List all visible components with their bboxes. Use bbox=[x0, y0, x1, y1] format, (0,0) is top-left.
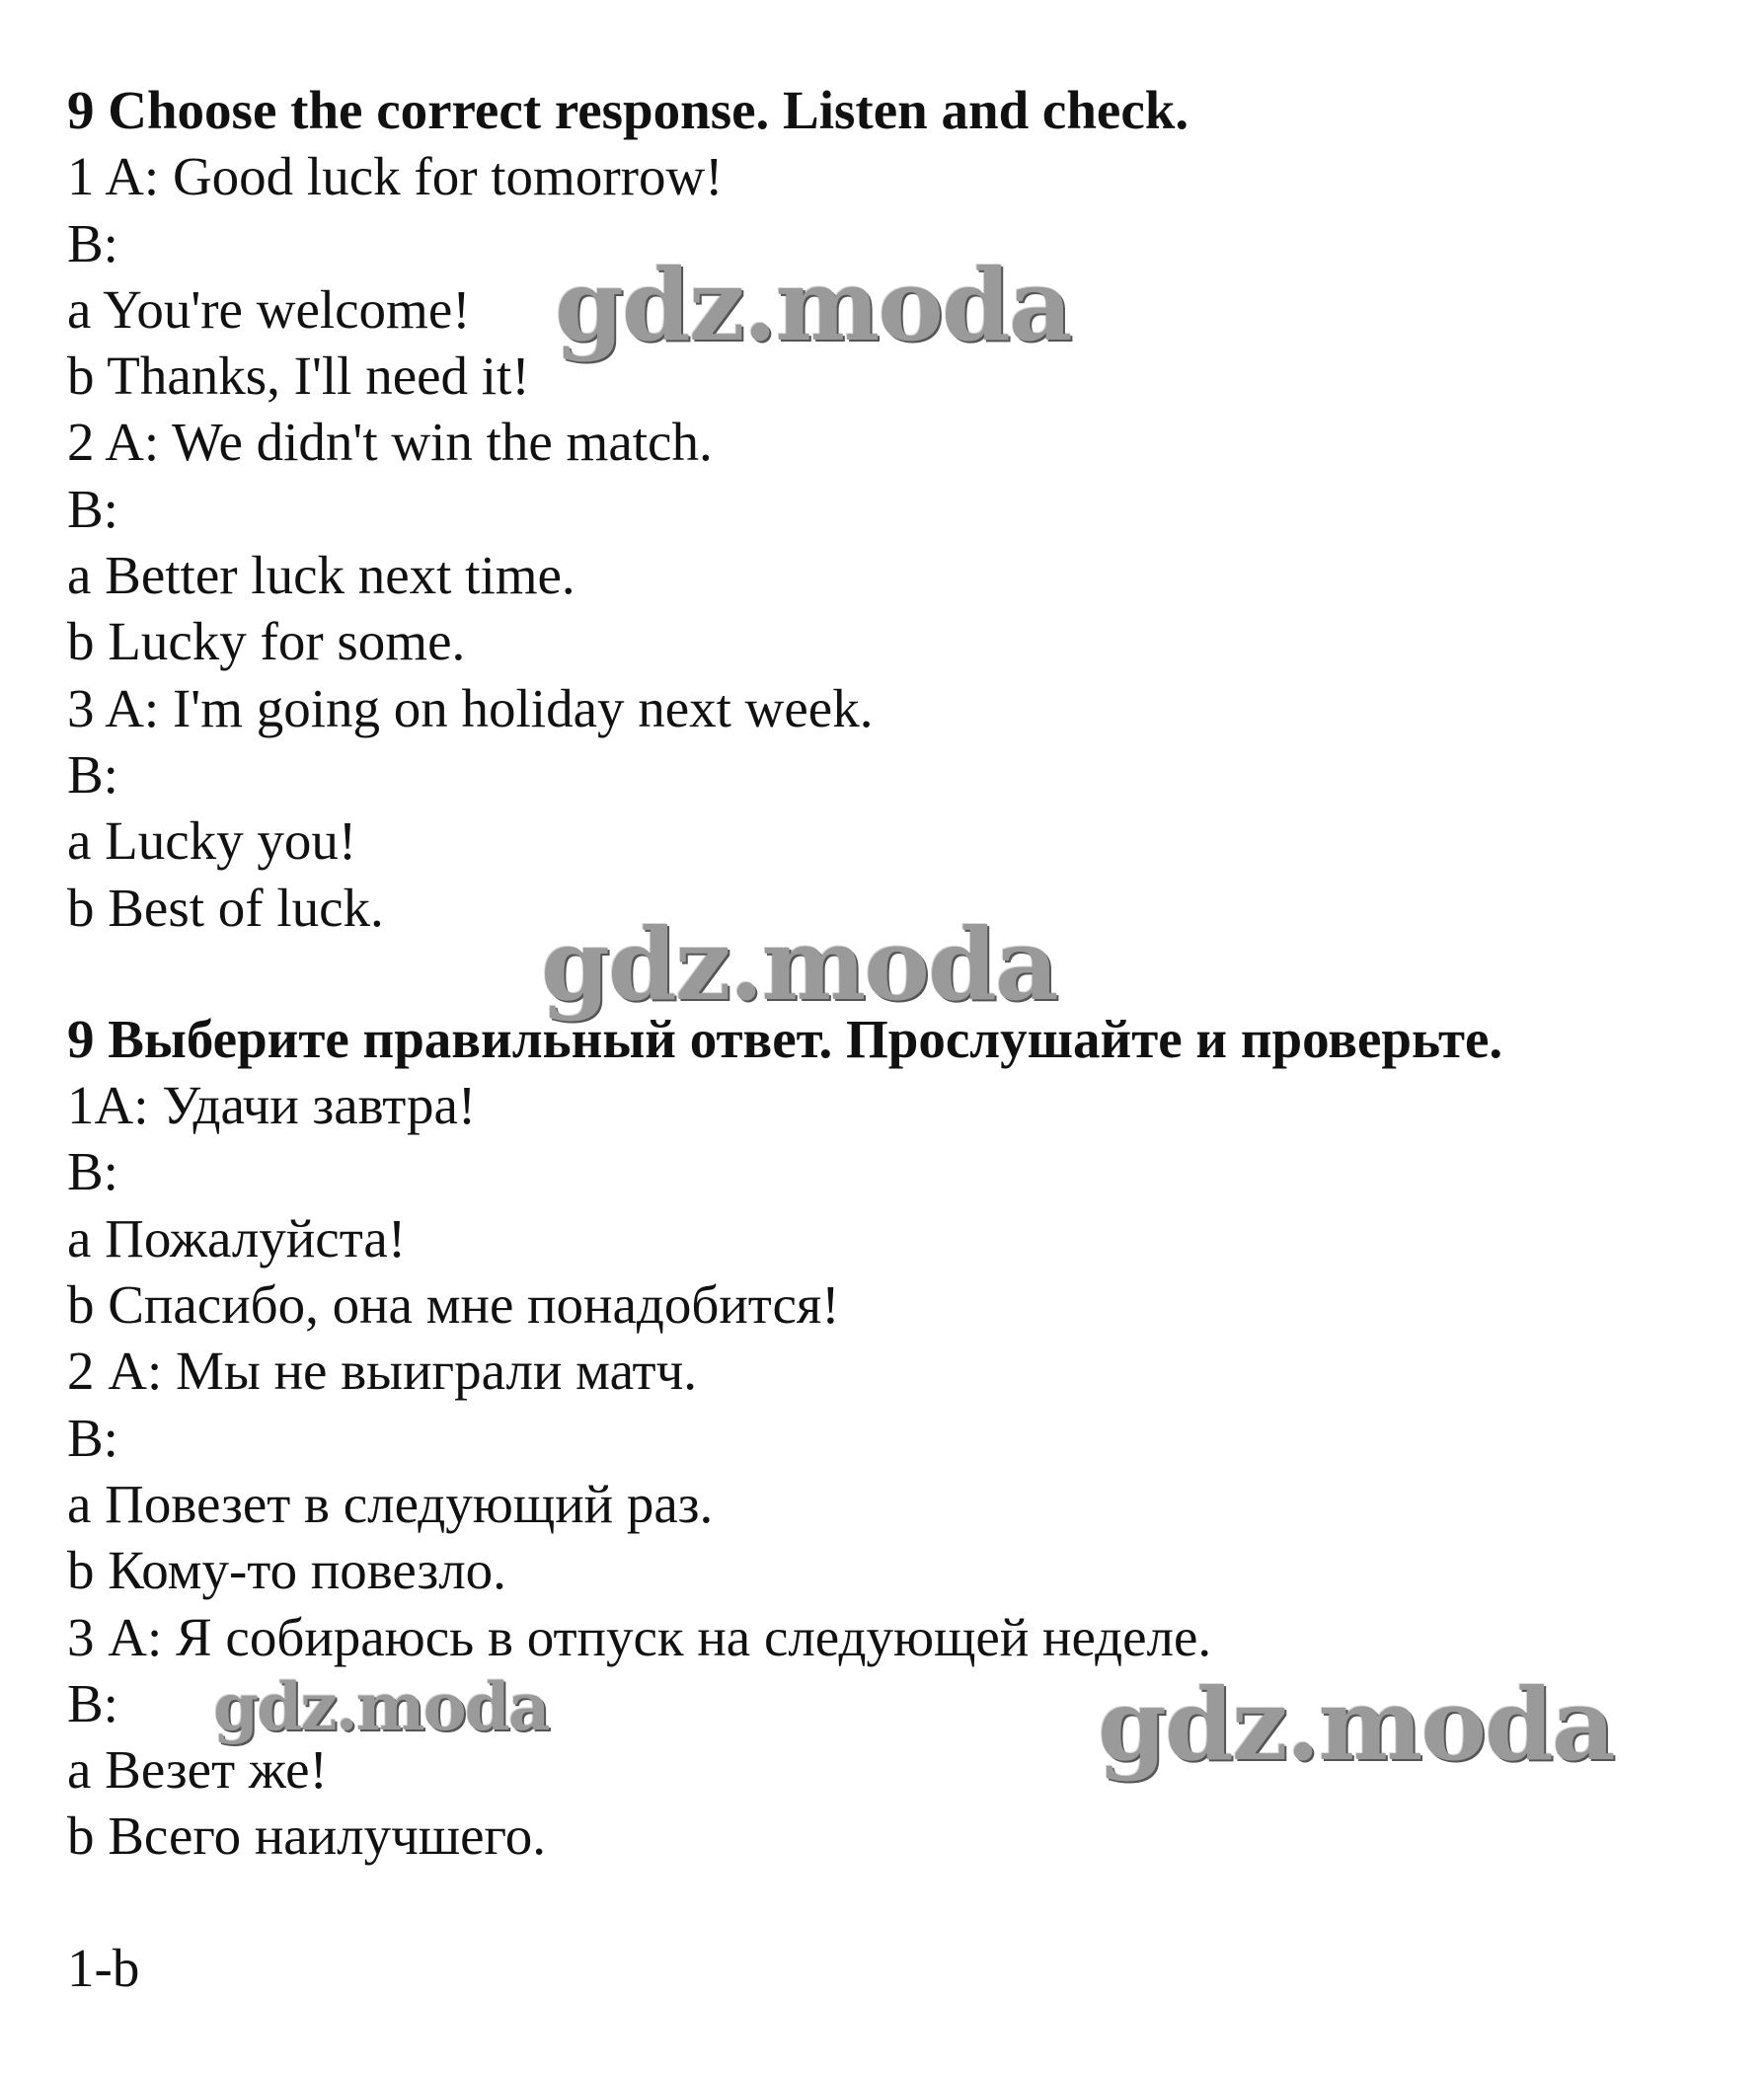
english-q1-option-b: b Thanks, I'll need it! bbox=[67, 346, 530, 407]
english-q3-b: B: bbox=[67, 743, 118, 805]
english-q1-option-a: a You're welcome! bbox=[67, 278, 471, 340]
russian-q3-b: B: bbox=[67, 1672, 118, 1733]
answer-spacer bbox=[67, 1870, 1726, 1935]
russian-heading: 9 Выберите правильный ответ. Прослушайте и проверьте. bbox=[67, 1008, 1503, 1069]
russian-q2-b: B: bbox=[67, 1407, 118, 1468]
russian-q2-a: 2 А: Мы не выиграли матч. bbox=[67, 1341, 698, 1402]
russian-q3-option-b: b Всего наилучшего. bbox=[67, 1805, 546, 1867]
russian-q1-option-b: b Спасибо, она мне понадобится! bbox=[67, 1274, 840, 1336]
english-q3-option-b: b Best of luck. bbox=[67, 877, 384, 938]
watermark-logo: gdz.moda bbox=[213, 1668, 549, 1745]
english-q2-b: B: bbox=[67, 478, 118, 539]
russian-q3-a: 3 А: Я собираюсь в отпуск на следующей неделе. bbox=[67, 1606, 1212, 1667]
russian-q1-option-a: a Пожалуйста! bbox=[67, 1207, 407, 1268]
english-q2-option-b: b Lucky for some. bbox=[67, 611, 466, 672]
watermark-logo: gdz.moda bbox=[1098, 1666, 1614, 1783]
english-q2-option-a: a Better luck next time. bbox=[67, 545, 575, 606]
english-q1-a: 1 A: Good luck for tomorrow! bbox=[67, 146, 724, 207]
watermark-logo: gdz.moda bbox=[541, 906, 1057, 1023]
russian-q2-option-b: b Кому-то повезло. bbox=[67, 1540, 506, 1601]
english-q1-b: B: bbox=[67, 212, 118, 273]
russian-q2-option-a: a Повезет в следующий раз. bbox=[67, 1473, 714, 1534]
watermark-logo: gdz.moda bbox=[555, 247, 1071, 363]
russian-q1-b: B: bbox=[67, 1141, 118, 1202]
english-q2-a: 2 A: We didn't win the match. bbox=[67, 412, 713, 473]
russian-q1-a: 1А: Удачи завтра! bbox=[67, 1075, 477, 1136]
english-q3-a: 3 A: I'm going on holiday next week. bbox=[67, 677, 874, 738]
english-q3-option-a: a Lucky you! bbox=[67, 810, 357, 872]
english-heading: 9 Choose the correct response. Listen and check. bbox=[67, 80, 1189, 140]
russian-q3-option-a: a Везет же! bbox=[67, 1739, 328, 1801]
answer-text: 1-b bbox=[67, 1937, 140, 1998]
